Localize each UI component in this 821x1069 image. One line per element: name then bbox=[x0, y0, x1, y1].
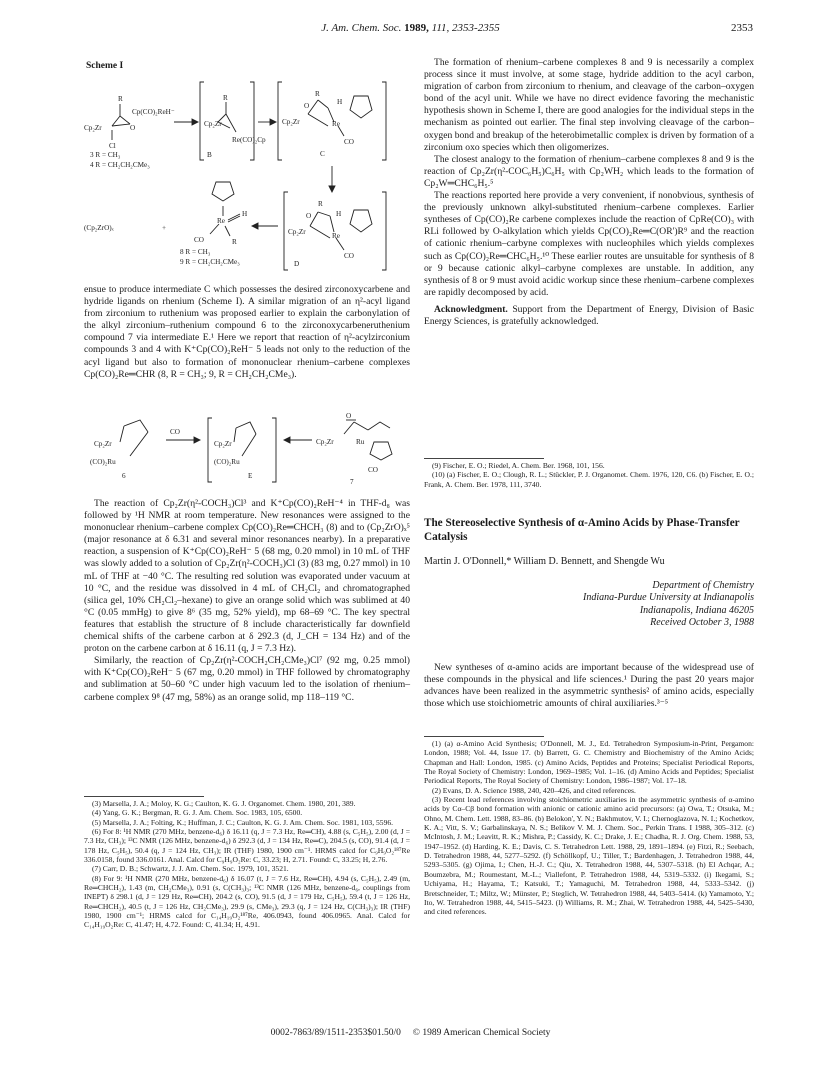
ru-6-cp2zr: Cp₂Zr bbox=[94, 440, 112, 448]
scheme-o-label: O bbox=[130, 124, 136, 132]
scheme-b-cp2zr: Cp₂Zr bbox=[204, 120, 222, 128]
journal-pages: 2353-2355 bbox=[452, 22, 500, 34]
right-column-body bbox=[424, 57, 754, 328]
footnote-7: (7) Carr, D. B.; Schwartz, J. J. Am. Chem. Soc. 1979, 101, 3521. bbox=[92, 864, 289, 874]
right-footnote-rule-top bbox=[424, 458, 544, 459]
article2-body bbox=[424, 662, 754, 710]
left-paragraph-3: Similarly, the reaction of Cp₂Zr(η²-COCH₂CH₂CMe₃)Cl⁷ (92 mg, 0.25 mmol) with K⁺Cp(CO)₂ReH⁻ 5 (67 mg, 0.20 mmol) in THF followed by chromatography and sublimation at 50–60 °C under high vacuum led to the isolation of rhenium–carbene complex 9⁸ (47 mg, 58%) as an orange solid, mp 118–119 °C. bbox=[84, 655, 410, 703]
ru-7-o: O bbox=[346, 412, 352, 420]
scheme-c-re-label: Re bbox=[332, 120, 340, 128]
scheme-plus: + bbox=[162, 224, 167, 232]
footnote-a3: (3) Recent lead references involving stoichiometric auxiliaries in the asymmetric synthesis of α-amino acids by Cα–Cβ bond formation with anionic or cationic amino acid precursors: (a) Owa, T.; Otsuka, M.; Ohno, M. Chem. Lett. 1988, 83–86. (b) Belokon', Y. N.; Bakhmutov, V. I.; Chernoglazova, N. I.; Kochetkov, K. A.; Vitt, S. V.; Garbalinskaya, N. S.; Belikov V. M. J. Chem. Soc., Perkin Trans. I 1988, 305–312. (c) McIntosh, J. M.; Leavitt, R. K.; Mishra, P.; Cassidy, K. C.; Drake, J. E.; Chadha, R. J. Org. Chem. 1988, 53, 1947–1952. (d) Harding, K. E.; Davis, C. S. Tetrahedron Lett. 1988, 29, 1891–1894. (e) Fitzi, R.; Seebach, D. Tetrahedron 1988, 44, 5277–5292. (f) Schöllkopf, U.; Tiller, T.; Bardenhagen, J. Tetrahedron 1988, 44, 5293–5305. (g) Ojima, I.; Chen, H.-J. C.; Qiu, X. Tetrahedron 1988, 44, 5307–5318. (h) El Achqar, A.; Boumzebra, M.; Roumestant, M.-L.; Viallefont, P. Tetrahedron 1988, 44, 5319–5332. (i) Ikegami, S.; Uchiyama, H.; Hayama, T.; Katsuki, T.; Yamaguchi, M. Tetrahedron 1988, 44, 5333–5342. (j) Bretschneider, T.; Miltz, W.; Münster, P.; Steglich, W. Tetrahedron 1988, 44, 5403–5414. (k) Yamamoto, Y.; Ito, W. Tetrahedron 1988, 44, 5415–5423. (l) Williams, R. M.; Zhai, W. Tetrahedron 1988, 44, 5425–5430, and cited references. bbox=[424, 795, 754, 917]
article-affiliation bbox=[424, 580, 754, 630]
footer-copyright: © 1989 American Chemical Society bbox=[412, 1028, 551, 1038]
footnote-10: (10) (a) Fischer, E. O.; Clough, R. L.; Stückler, P. J. Organomet. Chem. 1976, 120, C6. (b) Fischer, E. O.; Frank, A. Chem. Ber. 1978, 111, 3740. bbox=[424, 470, 754, 489]
acknowledgment-text: Support from the Department of Energy, Division of Basic Energy Sciences, is gratefully acknowledged. bbox=[424, 303, 754, 327]
right-paragraph-1: The formation of rhenium–carbene complexes 8 and 9 is necessarily a complex process since it must involve, at some stage, hydride addition to the acyl carbon, migration of carbon from zirconium to rhenium, and cleavage of the carbon–oxygen bond of the acyl unit. While we have no direct evidence favoring the mechanistic hypothesis shown in Scheme I, there are good analogies for the individual steps in the mechanism as pointed out earlier. The final step involving cleavage of the carbon–oxygen bond and breakup of the heterobimetallic complex is driven by formation of a zirconium oxo species which then oligomerizes. bbox=[424, 57, 754, 153]
scheme-d-h-label: H bbox=[336, 210, 342, 218]
ru-7-co: CO bbox=[368, 466, 378, 474]
ru-e-cp2zr: Cp₂Zr bbox=[214, 440, 232, 448]
intermediate-b-label: B bbox=[207, 151, 212, 159]
acknowledgment bbox=[424, 304, 754, 328]
scheme-8-r-label: R bbox=[232, 238, 237, 246]
scheme-cl-label: Cl bbox=[109, 142, 116, 150]
left-footnote-rule bbox=[84, 796, 204, 797]
ru-7-ru: Ru bbox=[356, 438, 365, 446]
ru-arrow-co: CO bbox=[170, 428, 180, 436]
scheme-c-co-label: CO bbox=[344, 138, 354, 146]
page-number: 2353 bbox=[731, 22, 753, 34]
scheme-8-re-label: Re bbox=[217, 217, 225, 225]
compound-7-label: 7 bbox=[350, 478, 354, 486]
left-paragraph-1: ensue to produce intermediate C which possesses the desired zirconoxycarbene and hydride ligands on rhenium (Scheme I). A similar migration of an η²-acyl ligand from zirconium to ruthenium was proposed earlier to explain the carbonylation of the alkyl zirconium–ruthenium compound 6 to the zirconoxycarbeneruthenium compound 7 via intermediate E.¹ Here we report that reaction of η²-acylzirconium compounds 3 and 4 with K⁺Cp(CO)₂ReH⁻ 5 leads not only to the reduction of the acyl ligand but also to formation of mononuclear rhenium–carbene complexes Cp(CO)₂Re═CHR (8, R = CH₃; 9, R = CH₂CH₂CMe₃). bbox=[84, 284, 410, 380]
left-footnotes bbox=[84, 799, 410, 930]
affiliation-university: Indiana-Purdue University at Indianapolis bbox=[583, 592, 754, 604]
footnote-3: (3) Marsella, J. A.; Moloy, K. G.; Caulton, K. G. J. Organomet. Chem. 1980, 201, 389. bbox=[92, 799, 356, 808]
compound-3-label: 3 R = CH₃ bbox=[90, 151, 121, 159]
scheme-i-diagram bbox=[82, 74, 412, 274]
scheme-8-h-label: H bbox=[242, 210, 248, 218]
right-paragraph-2: The closest analogy to the formation of rhenium–carbene complexes 8 and 9 is the reaction of Cp₂Zr(η²-COC₆H₅)C₆H₅ with Cp₂WH₂ which leads to the formation of Cp₂W═CHC₆H₅.⁵ bbox=[424, 153, 754, 189]
footnote-9: (9) Fischer, E. O.; Riedel, A. Chem. Ber. 1968, 101, 156. bbox=[432, 461, 605, 470]
ruthenium-scheme bbox=[84, 412, 410, 492]
footnote-5: (5) Marsella, J. A.; Folting, K.; Huffman, J. C.; Caulton, K. G. J. Am. Chem. Soc. 1981, 103, 5596. bbox=[92, 817, 394, 827]
affiliation-department: Department of Chemistry bbox=[652, 580, 754, 591]
scheme-b-re-label: Re(CO)₂Cp bbox=[232, 136, 266, 144]
acknowledgment-heading: Acknowledgment. bbox=[434, 303, 508, 315]
ru-e-coru: (CO)₂Ru bbox=[214, 458, 240, 466]
scheme-d-cp2zr: Cp₂Zr bbox=[288, 228, 306, 236]
compound-4-label: 4 R = CH₂CH₂CMe₃ bbox=[90, 161, 150, 169]
right-footnote-rule-bottom bbox=[424, 736, 544, 737]
ru-7-cp2zr: Cp₂Zr bbox=[316, 438, 334, 446]
footnote-8: (8) For 9: ¹H NMR (270 MHz, benzene-d₆) δ 16.07 (t, J = 7.6 Hz, Re═CH), 4.94 (s, C₅H₅), 2.49 (m, Re═CHCH₂), 1.43 (m, CH₂CMe₃), 0.91 (s, C(CH₃)₃; ¹³C NMR (126 MHz, benzene-d₆, couplings from INEPT) δ 298.1 (d, J = 129 Hz, Re═CH), 204.2 (s, CO), 91.5 (d, J = 179 Hz, C₅H₅), 59.4 (t, J = 126 Hz, Re═CHCH₂), 40.5 (t, J = 126 Hz, CH₂CMe₃), 29.9 (s, CMe₃), 29.3 (q, J = 124 Hz, C(CH₃)₃); IR (THF) 1980, 1900 cm⁻¹; HRMS calcd for C₁₄H₁₉O₂¹⁸⁷Re, 406.0943, found 406.0965. Anal. Calcd for C₁₄H₁₉O₂Re: C, 41.47; H, 4.72. Found: C, 41.34; H, 4.91. bbox=[84, 873, 410, 930]
scheme-d-r-label: R bbox=[318, 200, 323, 208]
scheme-c-r-label: R bbox=[315, 90, 320, 98]
journal-volume: 111, bbox=[431, 22, 450, 34]
footnote-4: (4) Yang, G. K.; Bergman, R. G. J. Am. Chem. Soc. 1983, 105, 6500. bbox=[92, 808, 303, 818]
left-column-body bbox=[84, 284, 410, 381]
scheme-c-cp2zr: Cp₂Zr bbox=[282, 118, 300, 126]
right-paragraph-3: The reactions reported here provide a very convenient, if nonobvious, synthesis of the previously unknown alkyl-substituted rhenium–carbene complexes. Earlier syntheses of Cp(CO)₂Re carbene complexes include the reaction of CpRe(CO)₃ with RLi followed by O-alkylation which yields Cp(CO)₂Re═C(OR')R⁹ and the reaction of cationic rhenium–carbyne complexes with nucleophiles which yields complexes such as Cp(CO)₂Re═CHC₆H₅.¹⁰ These earlier routes are unsuitable for synthesis of 8 or 9 because cationic alkyl–carbyne complexes are unstable. In addition, any synthesis of 8 or 9 must avoid acidic workup since these rhenium–carbene complexes are rapidly decomposed by acid. bbox=[424, 190, 754, 298]
affiliation-city: Indianapolis, Indiana 46205 bbox=[639, 604, 754, 616]
scheme-cp2zr-label: Cp₂Zr bbox=[84, 124, 102, 132]
intermediate-e-label: E bbox=[248, 472, 253, 480]
article2-paragraph-1: New syntheses of α-amino acids are important because of the widespread use of these compounds in the physical and life sciences.¹ During the past 20 years major advances have been realized in the asymmetric synthesis² of amino acids, especially those which use stoichiometric amounts of chiral auxiliaries.³⁻⁵ bbox=[424, 662, 754, 710]
journal-name: J. Am. Chem. Soc. bbox=[321, 22, 402, 34]
compound-8-label: 8 R = CH₃ bbox=[180, 248, 211, 256]
received-date: Received October 3, 1988 bbox=[650, 617, 754, 629]
intermediate-c-label: C bbox=[320, 150, 325, 158]
scheme-c-o-label: O bbox=[304, 102, 310, 110]
scheme-d-o-label: O bbox=[306, 212, 312, 220]
left-column-body-2 bbox=[84, 498, 410, 704]
left-paragraph-2: The reaction of Cp₂Zr(η²-COCH₃)Cl³ and K⁺Cp(CO)₂ReH⁻⁴ in THF-d₈ was followed by ¹H NMR at room temperature. New resonances were assigned to the mononuclear rhenium–carbene complex Cp(CO)₂Re═CHCH₃ (8) and to (Cp₂ZrO)ₓ⁵ (major resonance at δ 6.31 and several minor resonances nearby). In a preparative reaction, a suspension of K⁺Cp(CO)₂ReH⁻ 5 (68 mg, 0.20 mmol) in 10 mL of THF was slowly added to a solution of Cp₂Zr(η²-COCH₃)Cl (3) (83 mg, 0.27 mmol) in 10 mL of THF at −40 °C. The resulting red solution was evaporated under vacuum at 10 °C, and the residue was dissolved in 4 mL of CH₂Cl₂ and chromatographed (silica gel, 10% CH₂Cl₂–hexane) to give an orange solid which was sublimed at 40 °C (0.05 mmHg) to give 8⁶ (35 mg, 52% yield), mp 68–69 °C. The key spectral features that establish the structure of 8 include characteristically far downfield chemical shifts of the carbene carbon at δ 292.3 (d, J_CH = 134 Hz) and of the proton on the carbene carbon at δ 16.11 (q, J = 7.3 Hz). bbox=[84, 498, 410, 655]
footnote-6: (6) For 8: ¹H NMR (270 MHz, benzene-d₆) δ 16.11 (q, J = 7.3 Hz, Re═CH), 4.88 (s, C₅H₅), 2.00 (d, J = 7.3 Hz, CH₃); ¹³C NMR (126 MHz, benzene-d₆) δ 292.3 (d, J = 134 Hz, Re═C), 204.5 (s, CO), 91.4 (d, J = 178 Hz, C₅H₅), 50.4 (q, J = 124 Hz, CH₃); IR (THF) 1980, 1900 cm⁻¹. HRMS calcd for C₉H₉O₂¹⁸⁷Re 336.0158, found 336.0161. Anal. Calcd for C₉H₉O₂Re: C, 33.23; H, 2.71. Found: C, 33.25; H, 2.76. bbox=[84, 827, 410, 865]
footer-code: 0002-7863/89/1511-2353$01.50/0 bbox=[270, 1028, 401, 1038]
ru-6-coru: (CO)₂Ru bbox=[90, 458, 116, 466]
scheme-d-co-label: CO bbox=[344, 252, 354, 260]
scheme-d-re-label: Re bbox=[332, 232, 340, 240]
journal-citation bbox=[0, 22, 821, 34]
scheme-r-label: R bbox=[118, 95, 123, 103]
footnote-a1: (1) (a) α-Amino Acid Synthesis; O'Donnell, M. J., Ed. Tetrahedron Symposium-in-Print, Pergamon: London, 1988; Vol. 44, Issue 17. (b) Barrett, G. C. Chemistry and Biochemistry of the Amino Acids; Chapman and Hall: London, 1985. (c) Amino Acids, Peptides and Proteins; Specialist Periodical Reports, The Royal Society of Chemistry: London, 1969–1985; Vol. 1–16. (d) Amino Acids and Peptides; Specialist Periodical Reports, The Royal Society of Chemistry: London, 1986–1987; Vol. 17–18. bbox=[424, 739, 754, 786]
scheme-reagent-label: Cp(CO)₂ReH⁻ bbox=[132, 108, 175, 116]
article-title: The Stereoselective Synthesis of α-Amino Acids by Phase-Transfer Catalysis bbox=[424, 517, 740, 543]
right-footnotes-bottom bbox=[424, 739, 754, 917]
intermediate-d-label: D bbox=[294, 260, 300, 268]
right-footnotes-top bbox=[424, 461, 754, 489]
journal-year: 1989, bbox=[404, 22, 429, 34]
article-authors: Martin J. O'Donnell,* William D. Bennett, and Shengde Wu bbox=[424, 556, 665, 567]
footnote-a2: (2) Evans, D. A. Science 1988, 240, 420–426, and cited references. bbox=[432, 785, 636, 795]
scheme-8-co-label: CO bbox=[194, 236, 204, 244]
compound-9-label: 9 R = CH₂CH₂CMe₃ bbox=[180, 258, 240, 266]
page-footer bbox=[0, 1028, 821, 1038]
zirconium-oxo-label: (Cp₂ZrO)ₓ bbox=[84, 224, 114, 232]
scheme-c-h-label: H bbox=[337, 98, 343, 106]
scheme-b-r-label: R bbox=[223, 94, 228, 102]
compound-6-label: 6 bbox=[122, 472, 126, 480]
scheme-title: Scheme I bbox=[86, 61, 124, 71]
